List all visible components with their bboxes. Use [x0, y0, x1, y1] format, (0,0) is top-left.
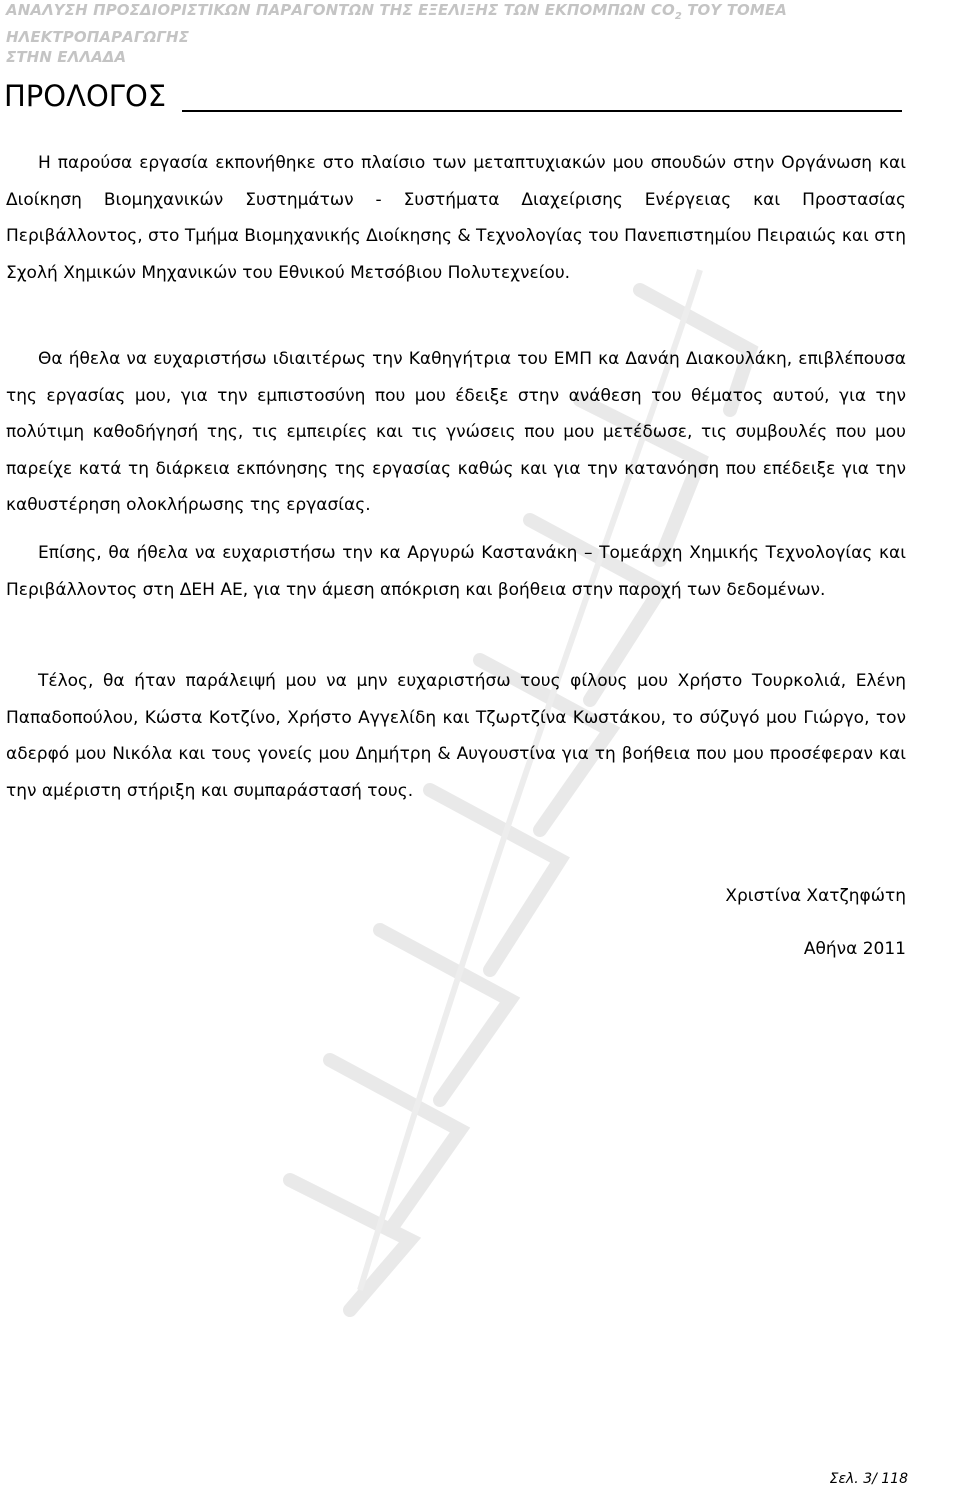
running-header-suffix: ΤΟΥ ΤΟΜΕΑ ΗΛΕΚΤΡΟΠΑΡΑΓΩΓΗΣ — [6, 1, 787, 46]
paragraph-3: Επίσης, θα ήθελα να ευχαριστήσω την κα Αργυρώ Καστανάκη – Τομεάρχη Χημικής Τεχνολογίας και Περιβάλλοντος στη ΔΕΗ ΑΕ, για την άμεση απόκριση και βοήθεια στην παροχή των δεδομένων. — [6, 543, 906, 600]
author-signature: Χριστίνα Χατζηφώτη — [725, 886, 906, 906]
page-title: ΠΡΟΛΟΓΟΣ — [4, 79, 167, 113]
paragraph-1: Η παρούσα εργασία εκπονήθηκε στο πλαίσιο των μεταπτυχιακών μου σπουδών στην Οργάνωση και Διοίκηση Βιομηχανικών Συστημάτων - Συστήματα Διαχείρισης Ενέργειας και Προστασίας Περιβάλλοντος, στο Τμήμα Βιομηχανικής Διοίκησης & Τεχνολογίας του Πανεπιστημίου Πειραιώς και στη Σχολή Χημικών Μηχανικών του Εθνικού Μετσόβιου Πολυτεχνείου. — [6, 153, 906, 283]
running-header-line2: ΣΤΗΝ ΕΛΛΑΔΑ — [6, 48, 127, 66]
running-header-text: ΑΝΑΛΥΣΗ ΠΡΟΣΔΙΟΡΙΣΤΙΚΩΝ ΠΑΡΑΓΟΝΤΩΝ ΤΗΣ ΕΞΕΛΙΞΗΣ ΤΩΝ ΕΚΠΟΜΠΩΝ CO — [6, 1, 675, 19]
page-number: Σελ. 3/ 118 — [829, 1471, 908, 1487]
title-underline — [182, 110, 902, 112]
running-header — [6, 0, 906, 67]
paragraph-4: Τέλος, θα ήταν παράλειψή μου να μην ευχαριστήσω τους φίλους μου Χρήστο Τουρκολιά, Ελένη Παπαδοπούλου, Κώστα Κοτζίνο, Χρήστο Αγγελίδη και Τζωρτζίνα Κωστάκου, το σύζυγό μου Γιώργο, τον αδερφό μου Νικόλα και τους γονείς μου Δημήτρη & Αυγουστίνα για τη βοήθεια που μου προσέφεραν και την αμέριστη στήριξη και συμπαράστασή τους. — [6, 671, 906, 801]
place-date: Αθήνα 2011 — [803, 939, 906, 959]
running-header-line1 — [6, 0, 906, 47]
title-row — [4, 78, 908, 118]
paragraph-2: Θα ήθελα να ευχαριστήσω ιδιαιτέρως την Καθηγήτρια του ΕΜΠ κα Δανάη Διακουλάκη, επιβλέπουσα της εργασίας μου, για την εμπιστοσύνη που μου έδειξε στην ανάθεση του θέματος αυτού, για την πολύτιμη καθοδήγησή της, τις εμπειρίες και τις γνώσεις που μου μετέδωσε, τις συμβουλές που μου παρείχε κατά τη διάρκεια εκπόνησης της εργασίας καθώς και για την κατανόηση που επέδειξε για την καθυστέρηση ολοκλήρωσης της εργασίας. — [6, 349, 906, 515]
co2-subscript: 2 — [674, 11, 682, 22]
